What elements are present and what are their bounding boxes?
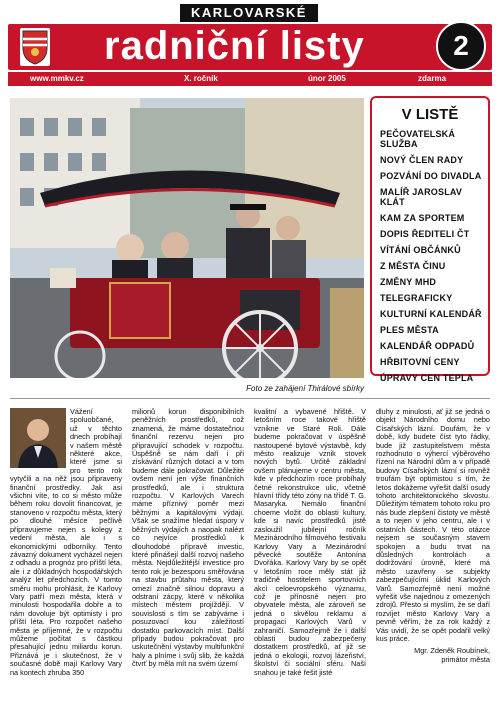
contents-box [370, 96, 490, 383]
contents-item: PEČOVATELSKÁ SLUŽBA [380, 129, 456, 149]
photo-caption: Foto ze zahájení Thirálové sbírky [246, 384, 364, 393]
signature-role: primátor města [441, 654, 490, 664]
contents-item: POZVÁNÍ DO DIVADLA [380, 171, 482, 181]
date-label: únor 2005 [308, 74, 346, 83]
masthead-info-bar [8, 72, 492, 86]
masthead-banner [8, 24, 492, 70]
contents-list [372, 129, 488, 383]
signature-name: Mgr. Zdeněk Roubínek, [414, 646, 490, 656]
contents-item: KAM ZA SPORTEM [380, 213, 465, 223]
contents-item: ÚPRAVY CEN TEPLA [380, 373, 474, 383]
contents-item: MALÍŘ JAROSLAV KLÁT [380, 187, 463, 207]
article-text: dluhy z minulosti, ať již se jedná o objekt Národního domu nebo Císařských lázní. Doufám, že v době, kdy budete číst tyto řádky, bude již zastupitelstvem města rozhodnuto o výhercí výběrového řízení na Národní dům a v případě budovy Císařských lázní si rovněž troufám být optimistou s tím, že letos dokážeme vyřešit další osudy tohoto architektonického skvostu. Důležitým tématem tohoto roku pro nás bude zlepšení čistoty ve městě a to nejen v jeho centru, ale i v ostatních částech. V této otázce nejsem se současným stavem spokojen a budu trvat na důsledných kontrolách a dodržování úrovně, které má město uzavřeny se subjekty zabezpečujícími úklid Karlových Varů. Samozřejmě není možné vyřešit vše najednou z omezených zdrojů. Přesto si myslím, že se daří rozvíjet město Karlovy Vary a pevně věřím, že za rok každý z Vás uvidí, že se opět podařil velký kus práce. [376, 408, 490, 643]
article-text: kvalitní a vybavené hřiště. V letošním roce takové hřiště vznikne ve Staré Roli. Dále budeme pokračovat v úspěšně nastoupené bytové výstavbě, kdy město realizuje vznik stovek nových bytů. Určitě základní ovšem plánujeme v centru města, kde v předchozím roce probíhaly četné rekonstrukce ulic, včetně hlavní třídy této zóny na třídě T. G. Masaryka. Nemálo finanční choeme vložit do oblasti kultury, kde si navíc prostředků jistě zasloužil jubilejní ročník Mezinárodního filmového festivalu Karlovy Vary a Mezinárodní pěvecké soutěže Antonína Dvořáka. Karlovy Vary by se opět v letošním roce měly stát již tradičně hostitelem sportovních akcí celoevropského významu, což je přínosné nejen pro obyvatele města, ale zároveň se jedná o skvělou reklamu a propagaci Karlových Varů v zahraničí. Samozřejmě že i další oblasti budou zabezpečeny dostatkem prostředků, ať již se jedná o ekologii, rozvoj lázeňství, školství či sociální sféru. Naší snahou je také řešit jisté [254, 408, 366, 677]
contents-item: NOVÝ ČLEN RADY [380, 155, 464, 165]
contents-item: VÍTÁNÍ OBČÁNKŮ [380, 245, 461, 255]
issue-number-badge: 2 [436, 21, 486, 71]
masthead [0, 0, 500, 88]
article-column-4 [376, 408, 490, 696]
contents-item: ZMĚNY MHD [380, 277, 437, 287]
contents-item: KALENDÁŘ ODPADŮ [380, 341, 475, 351]
volume-label: X. ročník [184, 74, 218, 83]
contents-item: HŘBITOVNÍ CENY [380, 357, 460, 367]
contents-item: TELEGRAFICKY [380, 293, 453, 303]
masthead-kicker: KARLOVARSKÉ [180, 4, 318, 22]
article-text: milionů korun disponibilních peněžních prostředků, což znamená, že máme dostatečnou finanční rezervu nejen pro připravující schodek v rozpočtu. Úspěšně se nám daří i při získávání různých dotací a v tom budeme dále pokračovat. Důležité ovšem není jen výše finančních prostředků, ale i struktura rozpočtu. V Karlových Varech máme příznivý poměr mezi běžnými a kapitálovými výdaji. Však se snažíme hledat úspory v běžných výdajích a naopak nalézt co nejvíce prostředků k dlouhodobé přípravě investic, které přinášejí další rozvoj našeho města. Nejdůležitější investice pro tento rok je bezesporu směřována na stavbu průtahu města, který omezí značně silnou dopravu a odstraní zácpy, které v několika místech městem projíždějí. V souvislosti s tím se zabýváme i posuzovací kou záležitostí dostatku parkovacích míst. Další případy budou pokračovat pro uskutečnění výstavby multifunkční haly a plníme i svůj slib, že každá čtvrť by měla mít na svém území [132, 408, 244, 669]
contents-title: V LISTĚ [401, 106, 459, 123]
article-column-3 [254, 408, 366, 696]
article-column-2 [132, 408, 244, 696]
article-column-1 [10, 408, 122, 696]
price-label: zdarma [418, 74, 447, 83]
website-link[interactable]: www.mmkv.cz [30, 74, 84, 83]
mayor-portrait [10, 408, 66, 468]
contents-item: Z MĚSTA ČINU [380, 261, 446, 271]
masthead-title: radniční listy [104, 24, 365, 68]
contents-item: KULTURNÍ KALENDÁŘ [380, 309, 482, 319]
article-text: Vážení spoluobčané, už v těchto dnech probíhají v našem městě některé akce, které jsme si pro tento rok vytyčili a na něž jsou připraveny finanční prostředky. Jak asi všichni víte, to co si město může během roku dovolit financovat, je stanoveno v rozpočtu města, který po dlouhé měsíce pečlivě připravujeme nejen s kolegy z vedení města, ale i s ekonomickými odborníky. Tento závazný dokument vycházel nejen z odhadu a prognóz pro příští léta, ale i z důkladných hospodářských analýz let předchozích. V tomto směru mohu prohlásit, že Karlovy Vary patří mezi města, která v minulosti hospodařila dobře a to nám dovoluje být optimisty i pro příští léta. Pro rozpočet našeho města je příjemné, že v rozpočtu můžeme počítat s částkou přesahující jednu miliardu korun. Přiznává je i skutečnost, že v současné době mají Karlovy Vary na kontech zhruba 350 [10, 408, 122, 677]
horse-carriage-illustration [10, 98, 364, 378]
city-crest-icon [20, 28, 50, 66]
contents-item: PLES MĚSTA [380, 325, 439, 335]
cover-photo [10, 98, 364, 378]
contents-item: DOPIS ŘEDITELI ČT [380, 229, 470, 239]
section-divider [10, 398, 490, 399]
